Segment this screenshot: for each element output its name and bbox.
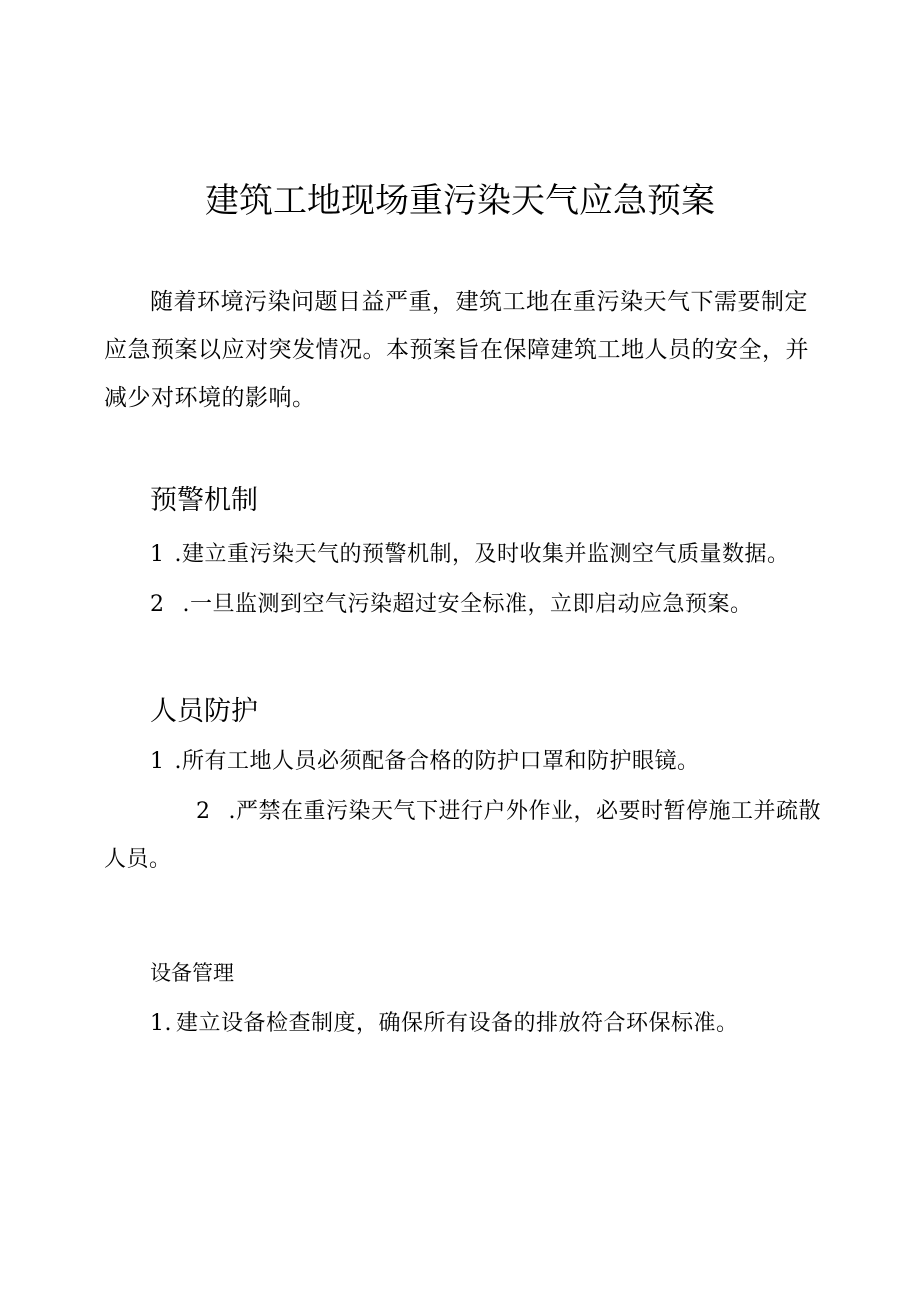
list-item xyxy=(150,581,830,629)
item-text: .所有工地人员必须配备合格的防护口罩和防护眼镜。 xyxy=(174,749,700,774)
item-number: 2 xyxy=(150,592,165,617)
item-number: 1 xyxy=(150,749,165,774)
item-text: .一旦监测到空气污染超过安全标准，立即启动应急预案。 xyxy=(182,592,753,617)
item-number: 1. xyxy=(150,1011,172,1036)
section-heading-protection: 人员防护 xyxy=(150,696,258,727)
list-item xyxy=(150,1000,830,1048)
item-number: 1 xyxy=(150,542,165,567)
section-heading-equipment: 设备管理 xyxy=(150,961,234,985)
list-item xyxy=(150,531,830,579)
section-heading-warning: 预警机制 xyxy=(150,485,258,516)
list-item xyxy=(104,788,830,884)
intro-paragraph: 随着环境污染问题日益严重，建筑工地在重污染天气下需要制定应急预案以应对突发情况。本预案旨在保障建筑工地人员的安全，并减少对环境的影响。 xyxy=(104,289,809,411)
item-text: 建立设备检查制度，确保所有设备的排放符合环保标准。 xyxy=(176,1011,739,1036)
document-title: 建筑工地现场重污染天气应急预案 xyxy=(205,181,715,221)
list-item xyxy=(150,738,830,786)
item-text: .严禁在重污染天气下进行户外作业，必要时暂停施工并疏散人员。 xyxy=(104,799,821,872)
item-text: .建立重污染天气的预警机制，及时收集并监测空气质量数据。 xyxy=(174,542,790,567)
item-number: 2 xyxy=(196,799,211,824)
